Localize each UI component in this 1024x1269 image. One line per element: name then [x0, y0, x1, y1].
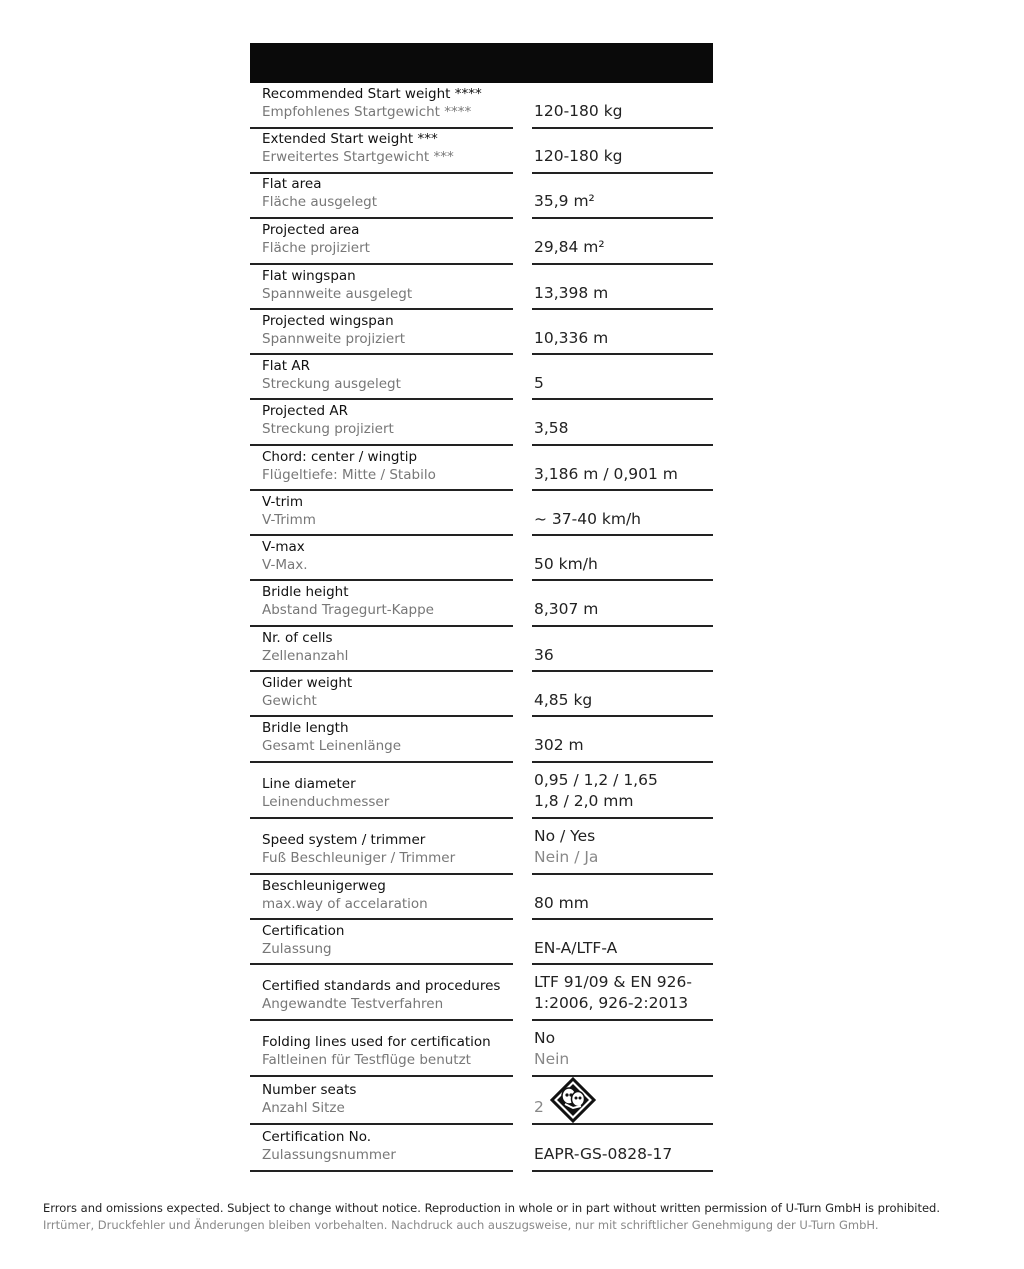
- label-cell: [250, 444, 513, 491]
- label-cell: [250, 308, 513, 355]
- value-cell: [532, 873, 713, 920]
- table-row: [250, 265, 713, 310]
- value-text: 10,336 m: [534, 329, 609, 347]
- label-cell: [250, 127, 513, 174]
- table-row: [250, 129, 713, 174]
- value-text: LTF 91/09 & EN 926-: [534, 973, 692, 991]
- footer-disclaimer-de: Irrtümer, Druckfehler und Änderungen bleiben vorbehalten. Nachdruck auch auszugsweise, nur mit schriftlicher Genehmigung der U-Turn GmbH.: [43, 1218, 879, 1232]
- label-en: Certification No.: [262, 1129, 372, 1145]
- label-cell: [250, 963, 513, 1021]
- value-text: No: [534, 1029, 556, 1047]
- value-cell: [532, 625, 713, 672]
- label-en: Flat wingspan: [262, 268, 356, 284]
- label-en: Flat area: [262, 176, 322, 192]
- table-row: [250, 627, 713, 672]
- label-en: Bridle height: [262, 584, 349, 600]
- label-en: Chord: center / wingtip: [262, 449, 418, 465]
- value-cell: [532, 308, 713, 355]
- table-row: [250, 965, 713, 1021]
- value-cell: [532, 715, 713, 763]
- label-en: V-trim: [262, 494, 304, 510]
- label-en: Glider weight: [262, 675, 353, 691]
- table-row: [250, 763, 713, 819]
- label-de: Angewandte Testverfahren: [262, 996, 444, 1012]
- table-row: [250, 920, 713, 965]
- value-text: 2: [534, 1098, 544, 1116]
- table-row: [250, 1021, 713, 1077]
- table-row: [250, 819, 713, 875]
- value-text: Nein / Ja: [534, 848, 599, 866]
- value-cell: [532, 761, 713, 819]
- tandem-pilots-icon: [550, 1077, 596, 1123]
- label-de: Flügeltiefe: Mitte / Stabilo: [262, 467, 436, 483]
- table-row: [250, 717, 713, 763]
- value-text: 1,8 / 2,0 mm: [534, 792, 634, 810]
- label-en: Line diameter: [262, 776, 356, 792]
- label-en: Beschleunigerweg: [262, 878, 386, 894]
- table-row: [250, 672, 713, 717]
- value-text: 302 m: [534, 736, 584, 754]
- label-cell: [250, 172, 513, 219]
- label-cell: [250, 534, 513, 581]
- table-row: [250, 875, 713, 920]
- value-cell: [532, 1123, 713, 1172]
- label-de: Anzahl Sitze: [262, 1100, 345, 1116]
- label-de: Spannweite projiziert: [262, 331, 406, 347]
- label-cell: [250, 817, 513, 875]
- label-de: Spannweite ausgelegt: [262, 286, 413, 302]
- label-en: Nr. of cells: [262, 630, 333, 646]
- label-cell: [250, 918, 513, 965]
- label-de: V-Max.: [262, 557, 308, 573]
- value-text: 35,9 m²: [534, 192, 595, 210]
- label-de: Fläche projiziert: [262, 240, 370, 256]
- value-cell: [532, 172, 713, 219]
- value-cell: [532, 817, 713, 875]
- value-text: 80 mm: [534, 894, 589, 912]
- label-de: Zulassungsnummer: [262, 1147, 396, 1163]
- label-en: Number seats: [262, 1082, 357, 1098]
- label-de: Abstand Tragegurt-Kappe: [262, 602, 434, 618]
- label-en: Folding lines used for certification: [262, 1034, 491, 1050]
- label-de: Empfohlenes Startgewicht ****: [262, 104, 472, 120]
- value-cell: [532, 82, 713, 129]
- value-cell: [532, 579, 713, 627]
- value-text: 0,95 / 1,2 / 1,65: [534, 771, 658, 789]
- label-cell: [250, 353, 513, 400]
- table-row: [250, 581, 713, 627]
- value-text: 3,186 m / 0,901 m: [534, 465, 678, 483]
- label-cell: [250, 1019, 513, 1077]
- footer-disclaimer-en: Errors and omissions expected. Subject to change without notice. Reproduction in whole or in part without written permission of U-Turn GmbH is prohibited.: [43, 1201, 941, 1215]
- value-cell: [532, 1019, 713, 1077]
- label-en: Recommended Start weight ****: [262, 86, 482, 102]
- value-text: EAPR-GS-0828-17: [534, 1145, 673, 1163]
- value-text: 29,84 m²: [534, 238, 605, 256]
- label-en: Speed system / trimmer: [262, 832, 426, 848]
- value-text: 1:2006, 926-2:2013: [534, 994, 689, 1012]
- label-en: Bridle length: [262, 720, 349, 736]
- table-row: [250, 491, 713, 536]
- value-text: 3,58: [534, 419, 569, 437]
- value-text: 120-180 kg: [534, 147, 623, 165]
- label-de: max.way of accelaration: [262, 896, 428, 912]
- label-cell: [250, 489, 513, 536]
- label-de: Gewicht: [262, 693, 317, 709]
- value-text: EN-A/LTF-A: [534, 939, 618, 957]
- value-cell: [532, 534, 713, 581]
- label-de: V-Trimm: [262, 512, 316, 528]
- label-de: Gesamt Leinenlänge: [262, 738, 402, 754]
- value-text: Nein: [534, 1050, 570, 1068]
- value-text: 50 km/h: [534, 555, 598, 573]
- value-cell: [532, 398, 713, 446]
- value-text: 13,398 m: [534, 284, 609, 302]
- value-cell: [532, 1075, 713, 1125]
- label-en: Projected area: [262, 222, 360, 238]
- value-cell: [532, 918, 713, 965]
- value-text: ~ 37-40 km/h: [534, 510, 642, 528]
- table-row: [250, 84, 713, 129]
- label-de: Erweitertes Startgewicht ***: [262, 149, 454, 165]
- label-cell: [250, 579, 513, 627]
- label-de: Faltleinen für Testflüge benutzt: [262, 1052, 471, 1068]
- value-cell: [532, 353, 713, 400]
- label-cell: [250, 625, 513, 672]
- label-en: Projected wingspan: [262, 313, 394, 329]
- value-cell: [532, 263, 713, 310]
- value-cell: [532, 444, 713, 491]
- value-text: No / Yes: [534, 827, 596, 845]
- label-cell: [250, 715, 513, 763]
- value-cell: [532, 217, 713, 265]
- value-cell: [532, 963, 713, 1021]
- label-cell: [250, 263, 513, 310]
- table-row: [250, 219, 713, 265]
- label-cell: [250, 761, 513, 819]
- label-de: Fuß Beschleuniger / Trimmer: [262, 850, 456, 866]
- value-cell: [532, 670, 713, 717]
- value-text: 4,85 kg: [534, 691, 593, 709]
- label-cell: [250, 398, 513, 446]
- label-en: Certification: [262, 923, 345, 939]
- label-cell: [250, 670, 513, 717]
- label-de: Leinenduchmesser: [262, 794, 390, 810]
- label-de: Fläche ausgelegt: [262, 194, 378, 210]
- label-cell: [250, 217, 513, 265]
- label-de: Streckung projiziert: [262, 421, 394, 437]
- value-cell: [532, 127, 713, 174]
- table-row: [250, 446, 713, 491]
- label-cell: [250, 1075, 513, 1125]
- value-text: 8,307 m: [534, 600, 599, 618]
- table-row: [250, 536, 713, 581]
- value-text: 120-180 kg: [534, 102, 623, 120]
- table-row: [250, 400, 713, 446]
- value-cell: [532, 489, 713, 536]
- label-en: Extended Start weight ***: [262, 131, 438, 147]
- table-row: [250, 310, 713, 355]
- label-de: Streckung ausgelegt: [262, 376, 401, 392]
- label-cell: [250, 82, 513, 129]
- label-en: V-max: [262, 539, 305, 555]
- table-row: [250, 174, 713, 219]
- label-de: Zulassung: [262, 941, 332, 957]
- table-row: [250, 355, 713, 400]
- label-cell: [250, 873, 513, 920]
- table-header-bar: [250, 43, 713, 83]
- value-text: 36: [534, 646, 554, 664]
- value-text: 5: [534, 374, 544, 392]
- label-en: Certified standards and procedures: [262, 978, 501, 994]
- label-en: Flat AR: [262, 358, 310, 374]
- label-cell: [250, 1123, 513, 1172]
- label-en: Projected AR: [262, 403, 348, 419]
- table-row: [250, 1125, 713, 1172]
- table-row: [250, 1077, 713, 1125]
- label-de: Zellenanzahl: [262, 648, 349, 664]
